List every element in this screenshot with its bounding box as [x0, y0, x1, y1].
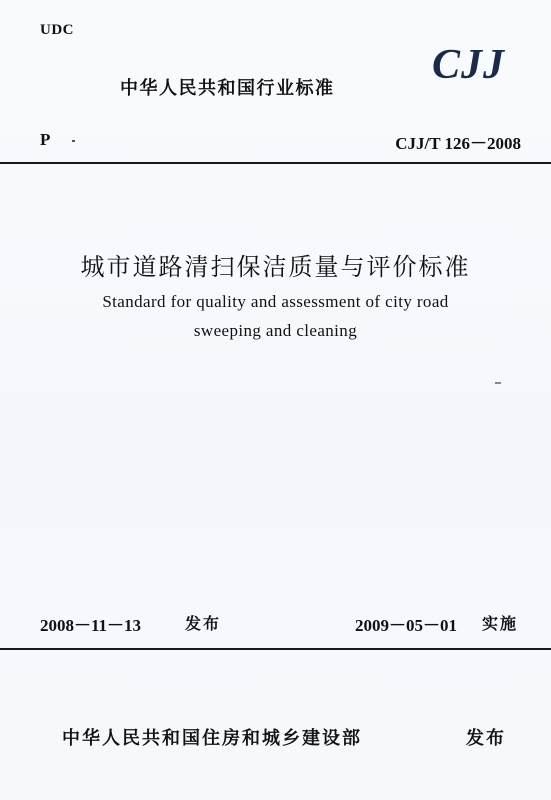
print-speck	[495, 382, 501, 384]
classification-code: P	[40, 130, 51, 149]
industry-standard-heading: 中华人民共和国行业标准	[120, 78, 335, 99]
print-speck	[72, 140, 75, 142]
implementation-label: 实施	[482, 614, 519, 633]
issue-date: 2008－11－13	[40, 616, 142, 635]
bottom-divider	[0, 648, 551, 650]
title-chinese: 城市道路清扫保洁质量与评价标准	[80, 253, 471, 281]
top-divider	[0, 162, 551, 164]
title-english-line1: Standard for quality and assessment of city road	[102, 292, 449, 311]
publish-label: 发布	[466, 728, 506, 749]
title-english-line2: sweeping and cleaning	[193, 321, 358, 340]
cjj-logo: CJJ	[432, 42, 506, 88]
issue-label: 发布	[185, 614, 222, 633]
udc-label: UDC	[40, 22, 74, 38]
publisher-name: 中华人民共和国住房和城乡建设部	[62, 728, 362, 749]
standard-number: CJJ/T 126－2008	[395, 134, 521, 153]
implementation-date: 2009－05－01	[355, 616, 457, 635]
